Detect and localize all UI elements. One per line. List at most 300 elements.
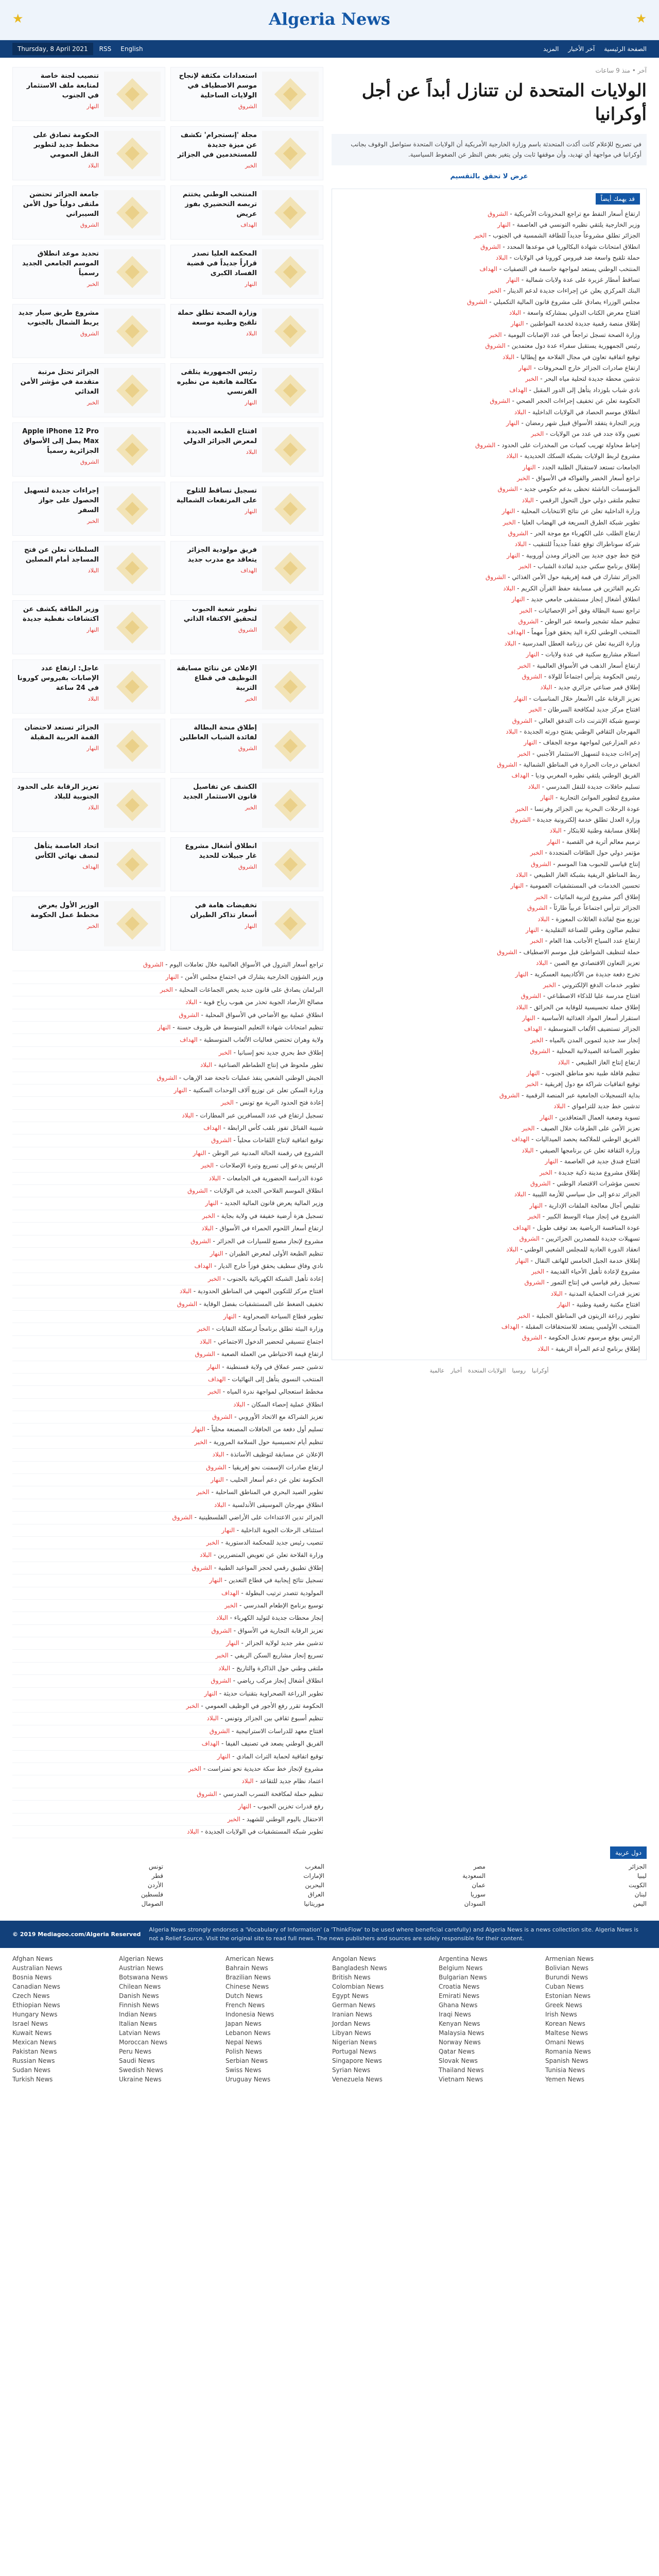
site-link[interactable]: Hungary News <box>12 2011 58 2019</box>
country-link[interactable]: الجزائر <box>629 1863 647 1871</box>
related-item[interactable]: تخرج دفعة جديدة من الأكاديمية العسكرية - النهار <box>515 970 640 978</box>
site-link[interactable]: Lebanon News <box>226 2029 271 2037</box>
side-news-item[interactable]: البرلمان يصادق على قانون جديد يخص الجماعات المحلية - الخبر <box>12 984 323 996</box>
site-link[interactable]: Syrian News <box>332 2066 371 2074</box>
related-item[interactable]: الجزائر تطلق مشروعاً جديداً للطاقة الشمسية في الجنوب - الخبر <box>474 232 640 240</box>
site-link[interactable]: Tunisia News <box>545 2066 585 2074</box>
related-item[interactable]: تنظيم ملتقى دولي حول التحول الرقمي - البلاد <box>522 496 640 504</box>
side-news-item[interactable]: استئناف الرحلات الجوية الداخلية - النهار <box>12 1524 323 1537</box>
country-link[interactable]: ليبيا <box>637 1872 647 1880</box>
side-news-item[interactable]: توسيع برنامج الإطعام المدرسي - الخبر <box>12 1600 323 1612</box>
side-news-item[interactable]: الجزائر تدين الاعتداءات على الأراضي الفلسطينية - الشروق <box>12 1512 323 1524</box>
site-link[interactable]: Croatia News <box>439 1983 480 1991</box>
site-link[interactable]: Israel News <box>12 2020 48 2028</box>
related-item[interactable]: إطلاق حملة تحسيسية للوقاية من الحرائق - البلاد <box>515 1003 640 1011</box>
news-card[interactable] <box>12 185 165 240</box>
news-card[interactable] <box>12 67 165 121</box>
related-item[interactable]: إنجاز سد جديد لتموين المدن بالمياه - الخبر <box>530 1036 640 1044</box>
related-item[interactable]: افتتاح معرض الكتاب الدولي بمشاركة واسعة - البلاد <box>509 309 640 317</box>
site-link[interactable]: Saudi News <box>119 2057 155 2065</box>
side-news-item[interactable]: تطوير الزراعة الصحراوية بتقنيات حديثة - النهار <box>12 1688 323 1700</box>
country-link[interactable]: السعودية <box>462 1872 485 1880</box>
site-link[interactable]: Sudan News <box>12 2066 51 2074</box>
country-link[interactable]: عمان <box>472 1882 485 1889</box>
related-item[interactable]: مجلس الوزراء يصادق على مشروع قانون المالية التكميلي - الشروق <box>466 298 640 306</box>
country-link[interactable]: السودان <box>464 1900 485 1908</box>
related-item[interactable]: حملة تلقيح واسعة ضد فيروس كورونا في الولايات - البلاد <box>495 254 640 262</box>
side-news-item[interactable]: إعادة تأهيل الشبكة الكهربائية بالجنوب - الخبر <box>12 1273 323 1285</box>
side-news-item[interactable]: الحكومة تقرر رفع الأجور في الوظيف العمومي - الخبر <box>12 1700 323 1713</box>
site-link[interactable]: Latvian News <box>119 2029 161 2037</box>
tag-link[interactable]: روسيا <box>512 1367 526 1375</box>
related-item[interactable]: تنظيم قافلة طبية نحو مناطق الجنوب - النهار <box>526 1070 640 1077</box>
side-news-item[interactable]: الفريق الوطني يصعد في تصنيف الفيفا - الهداف <box>12 1738 323 1750</box>
site-link[interactable]: Bulgarian News <box>439 1974 487 1981</box>
site-link[interactable]: Ghana News <box>439 2002 478 2009</box>
nav-latest[interactable]: آخر الأخبار <box>568 45 595 53</box>
site-link[interactable]: Slovak News <box>439 2057 478 2065</box>
site-link[interactable]: Romania News <box>545 2048 591 2056</box>
side-news-item[interactable]: تنصيب رئيس جديد للمحكمة الدستورية - الخبر <box>12 1537 323 1549</box>
side-news-item[interactable]: تراجع أسعار البترول في الأسواق العالمية خلال تعاملات اليوم - الشروق <box>12 959 323 971</box>
related-item[interactable]: تطوير الصناعة الصيدلانية المحلية - الشروق <box>530 1047 640 1055</box>
news-card[interactable] <box>12 600 165 654</box>
related-item[interactable]: تسليم حافلات جديدة للنقل المدرسي - البلاد <box>528 783 640 790</box>
site-link[interactable]: Iranian News <box>332 2011 372 2019</box>
related-item[interactable]: تطوير خدمات الدفع الإلكتروني - الخبر <box>543 981 640 989</box>
related-item[interactable]: المنتخب الأولمبي يستعد للاستحقاقات المقبلة - الهداف <box>501 1323 640 1331</box>
related-item[interactable]: وزارة الثقافة تعلن عن برنامجها الصيفي - البلاد <box>522 1146 640 1154</box>
related-item[interactable]: انعقاد الدورة العادية للمجلس الشعبي الوطني - البلاد <box>506 1246 640 1253</box>
side-news-item[interactable]: إنجاز محطات جديدة لتوليد الكهرباء - البلاد <box>12 1612 323 1624</box>
news-card[interactable] <box>12 778 165 832</box>
related-item[interactable]: ارتفاع عدد السياح الأجانب هذا العام - الخبر <box>530 937 640 945</box>
news-card[interactable] <box>170 719 323 773</box>
site-link[interactable]: Austrian News <box>119 1964 164 1972</box>
side-news-item[interactable]: ارتفاع أسعار اللحوم الحمراء في الأسواق - البلاد <box>12 1223 323 1235</box>
language-link[interactable]: English <box>120 45 143 53</box>
related-item[interactable]: افتتاح مركز جديد لمكافحة السرطان - الخبر <box>529 706 640 714</box>
site-link[interactable]: Greek News <box>545 2002 582 2009</box>
side-news-item[interactable]: تعزيز الرقابة التجارية في الأسواق - الشروق <box>12 1625 323 1637</box>
related-item[interactable]: تعزيز التعاون الاقتصادي مع الصين - البلاد <box>535 959 640 967</box>
site-link[interactable]: Irish News <box>545 2011 577 2019</box>
related-item[interactable]: ترميم معالم أثرية في القصبة - النهار <box>547 838 640 845</box>
news-card[interactable] <box>12 126 165 180</box>
related-item[interactable]: شركة سوناطراك توقع عقداً جديداً للتنقيب - البلاد <box>514 540 640 548</box>
related-item[interactable]: الشروع في إنجاز ميناء الوسط الكبير - الخبر <box>528 1213 640 1221</box>
read-more-link[interactable]: عرض لا تحقق بالتقسيم <box>450 172 528 180</box>
related-item[interactable]: توقيع اتفاقية تعاون في مجال الفلاحة مع إيطاليا - البلاد <box>502 353 640 361</box>
related-item[interactable]: توزيع منح لفائدة العائلات المعوزة - البلاد <box>537 915 640 923</box>
side-news-item[interactable]: افتتاح مركز للتكوين المهني في المناطق الحدودية - البلاد <box>12 1285 323 1298</box>
side-news-item[interactable]: الاحتفال باليوم الوطني للشهيد - الخبر <box>12 1814 323 1826</box>
related-item[interactable]: تراجع نسبة البطالة وفق آخر الإحصائيات - الخبر <box>519 606 640 614</box>
related-item[interactable]: إطلاق مشروع مدينة ذكية جديدة - الخبر <box>539 1168 640 1176</box>
site-link[interactable]: Cuban News <box>545 1983 584 1991</box>
country-link[interactable]: الصومال <box>141 1900 163 1908</box>
country-link[interactable]: الأردن <box>147 1882 163 1889</box>
site-link[interactable]: Japan News <box>226 2020 262 2028</box>
site-link[interactable]: Armenian News <box>545 1955 594 1963</box>
news-card[interactable] <box>170 837 323 891</box>
related-item[interactable]: إطلاق أكبر مشروع لتربية المائيات - الخبر <box>534 893 640 901</box>
tag-link[interactable]: عالمية <box>429 1367 445 1375</box>
related-item[interactable]: البنك المركزي يعلن عن إجراءات جديدة لدعم الدينار - الخبر <box>488 287 640 295</box>
related-item[interactable]: إطلاق برنامج لدعم المرأة الريفية - البلاد <box>537 1345 640 1352</box>
nav-home[interactable]: الصفحة الرئيسية <box>604 45 647 53</box>
related-item[interactable]: انطلاق موسم الحصاد في الولايات الداخلية - البلاد <box>514 408 640 416</box>
side-news-item[interactable]: وزارة السكن تعلن عن توزيع آلاف الوحدات السكنية - النهار <box>12 1084 323 1097</box>
site-link[interactable]: Omani News <box>545 2039 584 2046</box>
related-item[interactable]: عودة الرحلات البحرية بين الجزائر وفرنسا - الخبر <box>515 805 640 812</box>
side-news-item[interactable]: انطلاق الموسم الفلاحي الجديد في الولايات - الشروق <box>12 1185 323 1197</box>
related-item[interactable]: المنتخب الوطني لكرة اليد يحقق فوزاً مهماً - الهداف <box>507 629 640 636</box>
site-link[interactable]: French News <box>226 2002 265 2009</box>
site-link[interactable]: Korean News <box>545 2020 585 2028</box>
site-link[interactable]: Egypt News <box>332 1992 369 2000</box>
related-item[interactable]: إطلاق منصة رقمية جديدة لخدمة المواطنين - النهار <box>511 320 640 328</box>
related-item[interactable]: بداية التسجيلات الجامعية عبر المنصة الرقمية - الشروق <box>499 1091 640 1099</box>
side-news-item[interactable]: وزير المالية يعرض قانون المالية الجديد - النهار <box>12 1197 323 1210</box>
site-link[interactable]: Russian News <box>12 2057 55 2065</box>
site-link[interactable]: Maltese News <box>545 2029 588 2037</box>
side-news-item[interactable]: تسجيل هزة أرضية خفيفة في ولاية بجاية - الخبر <box>12 1210 323 1223</box>
related-item[interactable]: تطوير زراعة الزيتون في المناطق الجبلية - الخبر <box>517 1312 640 1319</box>
site-link[interactable]: Czech News <box>12 1992 50 2000</box>
country-link[interactable]: سوريا <box>470 1891 485 1899</box>
site-link[interactable]: Chinese News <box>226 1983 269 1991</box>
country-link[interactable]: قطر <box>151 1872 163 1880</box>
side-news-item[interactable]: تنظيم الطبعة الأولى لمعرض الطيران - النهار <box>12 1248 323 1260</box>
side-news-item[interactable]: تدشين مقر جديد لولاية الجزائر - النهار <box>12 1637 323 1650</box>
side-news-item[interactable]: الحكومة تعلن عن دعم أسعار الحليب - النهار <box>12 1474 323 1486</box>
tag-link[interactable]: أوكرانيا <box>532 1367 549 1375</box>
side-news-item[interactable]: تطوير شبكة المستشفيات في الولايات الجديدة - البلاد <box>12 1826 323 1838</box>
site-link[interactable]: Finnish News <box>119 2002 160 2009</box>
related-item[interactable]: وزير الخارجية يلتقي نظيره التونسي في العاصمة - النهار <box>497 221 640 228</box>
related-item[interactable]: تنظيم صالون وطني للصناعة التقليدية - النهار <box>526 926 640 934</box>
side-news-item[interactable]: تعزيز الشراكة مع الاتحاد الأوروبي - الشروق <box>12 1411 323 1423</box>
side-news-item[interactable]: وزير الشؤون الخارجية يشارك في اجتماع مجلس الأمن - النهار <box>12 971 323 984</box>
related-item[interactable]: إطلاق قمر صناعي جزائري جديد - البلاد <box>540 684 640 691</box>
site-link[interactable]: Venezuela News <box>332 2076 383 2083</box>
related-item[interactable]: ارتفاع أسعار الذهب في الأسواق العالمية - الخبر <box>517 662 640 669</box>
site-link[interactable]: Qatar News <box>439 2048 475 2056</box>
related-item[interactable]: ارتفاع الطلب على الكهرباء مع موجة الحر - الشروق <box>508 529 640 537</box>
site-link[interactable]: Dutch News <box>226 1992 263 2000</box>
related-item[interactable]: ارتفاع إنتاج الغاز الطبيعي - البلاد <box>558 1058 640 1066</box>
side-news-item[interactable]: تطوير قطاع السياحة الصحراوية - النهار <box>12 1311 323 1323</box>
side-news-item[interactable]: اعتماد نظام جديد للتقاعد - البلاد <box>12 1775 323 1788</box>
side-news-item[interactable]: توقيع اتفاقية لإنتاج اللقاحات محلياً - الشروق <box>12 1134 323 1147</box>
related-item[interactable]: تقليص آجال معالجة الملفات الإدارية - النهار <box>529 1201 640 1209</box>
news-card[interactable] <box>12 896 165 951</box>
site-link[interactable]: Polish News <box>226 2048 262 2056</box>
related-item[interactable]: افتتاح مكتبة رقمية وطنية - النهار <box>557 1301 640 1309</box>
related-item[interactable]: تسهيلات جديدة للمصدرين الجزائريين - الشروق <box>519 1234 640 1242</box>
related-item[interactable]: رئيس الجمهورية يستقبل سفراء عدة دول معتمدين - الشروق <box>485 342 640 350</box>
side-news-item[interactable]: إطلاق تطبيق رقمي لحجز المواعيد الطبية - الشروق <box>12 1562 323 1574</box>
site-link[interactable]: Afghan News <box>12 1955 53 1963</box>
related-item[interactable]: حملة لتنظيف الشواطئ قبل موسم الاصطياف - الشروق <box>497 948 640 956</box>
side-news-item[interactable]: افتتاح معهد للدراسات الاستراتيجية - الشروق <box>12 1725 323 1738</box>
related-item[interactable]: إجراءات جديدة لتسهيل الاستثمار الأجنبي - الخبر <box>517 750 640 757</box>
country-link[interactable]: لبنان <box>634 1891 647 1899</box>
side-news-item[interactable]: تطوير الصيد البحري في المناطق الساحلية - الخبر <box>12 1486 323 1499</box>
country-link[interactable]: اليمن <box>633 1900 647 1908</box>
country-link[interactable]: مصر <box>473 1863 485 1871</box>
related-item[interactable]: وزارة العدل تطلق خدمة إلكترونية جديدة - الشروق <box>510 816 640 824</box>
side-news-item[interactable]: الشروع في رقمنة الحالة المدنية عبر الوطن - النهار <box>12 1147 323 1160</box>
related-item[interactable]: مشروع لتطوير الموانئ التجارية - النهار <box>540 794 640 802</box>
related-item[interactable]: المهرجان الثقافي الوطني يفتتح دورته الجديدة - البلاد <box>506 727 640 735</box>
related-item[interactable]: تراجع أسعار الخضر والفواكه في الأسواق - الخبر <box>517 474 640 482</box>
country-link[interactable]: تونس <box>148 1863 163 1871</box>
related-item[interactable]: نادي شباب بلوزداد يتأهل إلى الدور المقبل - الهداف <box>509 386 640 394</box>
side-news-item[interactable]: عودة الدراسة الحضورية في الجامعات - البلاد <box>12 1173 323 1185</box>
site-link[interactable]: Argentina News <box>439 1955 488 1963</box>
site-link[interactable]: Chilean News <box>119 1983 161 1991</box>
related-item[interactable]: وزير التجارة يتفقد الأسواق قبيل شهر رمضان - النهار <box>506 419 640 427</box>
news-card[interactable] <box>12 837 165 891</box>
related-item[interactable]: الجامعات تستعد لاستقبال الطلبة الجدد - النهار <box>523 463 640 471</box>
site-link[interactable]: Kuwait News <box>12 2029 52 2037</box>
site-link[interactable]: Swedish News <box>119 2066 163 2074</box>
side-news-item[interactable]: ارتفاع قيمة الاحتياطي من العملة الصعبة - الشروق <box>12 1348 323 1361</box>
related-item[interactable]: الجزائر تشارك في قمة إفريقية حول الأمن الغذائي - الشروق <box>485 573 640 581</box>
site-link[interactable]: Bahrain News <box>226 1964 268 1972</box>
side-news-item[interactable]: تنظيم أسبوع ثقافي بين الجزائر وتونس - البلاد <box>12 1713 323 1725</box>
side-news-item[interactable]: اجتماع تنسيقي لتحضير الدخول الاجتماعي - البلاد <box>12 1336 323 1348</box>
related-item[interactable]: تدشين خط جديد للترامواي - البلاد <box>553 1103 640 1110</box>
news-card[interactable] <box>12 245 165 299</box>
country-link[interactable]: موريتانيا <box>304 1900 324 1908</box>
site-link[interactable]: Estonian News <box>545 1992 591 2000</box>
related-item[interactable]: إحباط محاولة تهريب كميات من المخدرات على الحدود - الشروق <box>475 441 640 449</box>
related-item[interactable]: انخفاض درجات الحرارة في المناطق الشمالية - الشروق <box>497 761 640 769</box>
side-news-item[interactable]: تنظيم أيام تحسيسية حول السلامة المرورية - الخبر <box>12 1436 323 1449</box>
site-link[interactable]: American News <box>226 1955 274 1963</box>
side-news-item[interactable]: ارتفاع صادرات الإسمنت نحو إفريقيا - الشروق <box>12 1462 323 1474</box>
news-card[interactable] <box>12 363 165 417</box>
side-news-item[interactable]: تطور ملحوظ في إنتاج الطماطم الصناعية - البلاد <box>12 1059 323 1072</box>
side-news-item[interactable]: الرئيس يدعو إلى تسريع وتيرة الإصلاحات - الخبر <box>12 1160 323 1172</box>
tag-link[interactable]: أخبار <box>450 1367 462 1375</box>
site-link[interactable]: Yemen News <box>545 2076 585 2083</box>
site-link[interactable]: Australian News <box>12 1964 62 1972</box>
related-item[interactable]: وزارة التربية تعلن عن رزنامة العطل المدرسية - البلاد <box>504 639 640 647</box>
news-card[interactable] <box>12 659 165 714</box>
side-news-item[interactable]: توقيع اتفاقية لحماية التراث المادي - النهار <box>12 1751 323 1763</box>
related-item[interactable]: وزارة الداخلية تعلن عن نتائج الانتخابات المحلية - النهار <box>501 507 640 515</box>
news-card[interactable] <box>170 245 323 299</box>
news-card[interactable] <box>170 363 323 417</box>
related-item[interactable]: افتتاح مدرسة عليا للذكاء الاصطناعي - الشروق <box>521 992 640 1000</box>
tag-link[interactable]: الولايات المتحدة <box>468 1367 506 1375</box>
related-item[interactable]: الحكومة تعلن عن تخفيف إجراءات الحجر الصحي - الشروق <box>490 397 640 405</box>
related-item[interactable]: انطلاق أشغال إنجاز مستشفى جامعي جديد - النهار <box>511 596 640 603</box>
side-news-item[interactable]: رفع قدرات تخزين الحبوب - النهار <box>12 1801 323 1813</box>
site-link[interactable]: Indian News <box>119 2011 157 2019</box>
related-item[interactable]: تعزيز الرقابة على الأسعار خلال المناسبات - النهار <box>514 694 640 702</box>
side-news-item[interactable]: تسليم أول دفعة من الحافلات المصنعة محلياً - النهار <box>12 1423 323 1436</box>
related-item[interactable]: إطلاق مسابقة وطنية للابتكار - البلاد <box>549 827 640 835</box>
site-link[interactable]: Colombian News <box>332 1983 384 1991</box>
site-link[interactable]: Canadian News <box>12 1983 60 1991</box>
news-card[interactable] <box>170 126 323 180</box>
site-link[interactable]: Angolan News <box>332 1955 376 1963</box>
side-news-item[interactable]: ملتقى وطني حول الذاكرة والتاريخ - البلاد <box>12 1663 323 1675</box>
related-item[interactable]: المؤسسات الناشئة تحظى بدعم حكومي جديد - الشروق <box>497 485 640 493</box>
related-item[interactable]: الجزائر تدعو إلى حل سياسي للأزمة الليبية - البلاد <box>514 1191 640 1198</box>
side-news-item[interactable]: وزارة الفلاحة تعلن عن تعويض المتضررين - البلاد <box>12 1549 323 1562</box>
news-card[interactable] <box>170 67 323 121</box>
related-item[interactable]: مشروع لربط الولايات بشبكة السكك الحديدية - البلاد <box>506 452 640 460</box>
related-item[interactable]: إطلاق خدمة الجيل الخامس للهاتف النقال - النهار <box>515 1257 640 1264</box>
site-logo[interactable] <box>0 9 659 29</box>
side-news-item[interactable]: الجيش الوطني الشعبي ينفذ عمليات ناجحة ضد الإرهاب - الشروق <box>12 1072 323 1084</box>
side-news-item[interactable]: تدشين جسر عملاق في ولاية قسنطينة - النهار <box>12 1361 323 1374</box>
news-card[interactable] <box>170 896 323 951</box>
site-link[interactable]: Ethiopian News <box>12 2002 60 2009</box>
site-link[interactable]: Singapore News <box>332 2057 382 2065</box>
site-link[interactable]: German News <box>332 2002 376 2009</box>
site-link[interactable]: Norway News <box>439 2039 481 2046</box>
side-news-item[interactable]: ولاية وهران تحتضن فعاليات الألعاب المتوسطية - الهداف <box>12 1034 323 1046</box>
related-item[interactable]: توسيع شبكة الإنترنت ذات التدفق العالي - الشروق <box>512 717 640 724</box>
related-item[interactable]: تحسين الخدمات في المستشفيات العمومية - النهار <box>510 882 640 890</box>
related-item[interactable]: تسوية وضعية العمال المتعاقدين - النهار <box>540 1113 640 1121</box>
side-news-item[interactable]: انطلاق عملية إحصاء السكان - البلاد <box>12 1399 323 1411</box>
related-item[interactable]: تعزيز قدرات الحماية المدنية - البلاد <box>550 1290 640 1297</box>
site-link[interactable]: Jordan News <box>332 2020 371 2028</box>
related-item[interactable]: ربط المناطق الريفية بشبكة الغاز الطبيعي - البلاد <box>515 871 640 878</box>
side-news-item[interactable]: شبيبة القبائل تفوز بلقب كأس الرابطة - الهداف <box>12 1122 323 1134</box>
country-link[interactable]: الكويت <box>629 1882 647 1889</box>
related-item[interactable]: ارتفاع أسعار النفط مع تراجع المخزونات الأمريكية - الشروق <box>488 210 640 217</box>
side-news-item[interactable]: تسجيل ارتفاع في عدد المسافرين عبر المطارات - البلاد <box>12 1110 323 1122</box>
related-item[interactable]: تسجيل رقم قياسي في إنتاج التمور - الشروق <box>524 1279 640 1286</box>
site-link[interactable]: Peru News <box>119 2048 151 2056</box>
related-item[interactable]: وزارة الصحة تسجل تراجعاً في عدد الإصابات اليومية - الخبر <box>489 331 640 338</box>
related-item[interactable]: توقيع اتفاقيات شراكة مع دول إفريقية - الخبر <box>525 1080 640 1088</box>
country-link[interactable]: البحرين <box>305 1882 324 1889</box>
side-news-item[interactable]: تسريع إنجاز مشاريع السكن الريفي - الخبر <box>12 1650 323 1662</box>
side-news-item[interactable]: تسجيل نتائج إيجابية في قطاع التعدين - النهار <box>12 1574 323 1587</box>
news-card[interactable] <box>12 541 165 595</box>
site-link[interactable]: Portugal News <box>332 2048 376 2056</box>
related-item[interactable]: تكريم الفائزين في مسابقة حفظ القرآن الكريم - البلاد <box>503 584 640 592</box>
related-item[interactable]: الرئيس يوقع مرسوم تعديل الحكومة - الشروق <box>522 1334 640 1342</box>
site-link[interactable]: Botswana News <box>119 1974 168 1981</box>
rss-link[interactable]: RSS <box>99 45 112 53</box>
site-link[interactable]: Mexican News <box>12 2039 57 2046</box>
related-item[interactable]: تحسن مؤشرات الاقتصاد الوطني - الشروق <box>530 1179 640 1187</box>
site-link[interactable]: Uruguay News <box>226 2076 271 2083</box>
side-news-item[interactable]: انطلاق مهرجان الموسيقى الأندلسية - البلاد <box>12 1499 323 1512</box>
side-news-item[interactable]: الإعلان عن مسابقة لتوظيف الأساتذة - البلاد <box>12 1449 323 1461</box>
site-link[interactable]: Iraqi News <box>439 2011 472 2019</box>
related-item[interactable]: افتتاح فندق جديد في العاصمة - النهار <box>545 1158 640 1165</box>
related-item[interactable]: الجزائر تستضيف الألعاب المتوسطية - الهداف <box>524 1025 640 1033</box>
side-news-item[interactable]: تنظيم امتحانات شهادة التعليم المتوسط في ظروف حسنة - النهار <box>12 1022 323 1034</box>
site-link[interactable]: Ukraine News <box>119 2076 162 2083</box>
side-news-item[interactable]: وزارة البيئة تطلق برنامجاً لرسكلة النفايات - الخبر <box>12 1323 323 1335</box>
side-news-item[interactable]: إعادة فتح الحدود البرية مع تونس - الخبر <box>12 1097 323 1109</box>
related-item[interactable]: دعم المزارعين لمواجهة موجة الجفاف - النهار <box>524 739 640 747</box>
related-item[interactable]: تعيين ولاة جدد في عدد من الولايات - الخبر <box>531 430 640 438</box>
site-link[interactable]: Moroccan News <box>119 2039 168 2046</box>
related-item[interactable]: فتح خط جوي جديد بين الجزائر ومدن أوروبية - النهار <box>507 551 640 559</box>
news-card[interactable] <box>12 719 165 773</box>
side-news-item[interactable]: المولودية تتصدر ترتيب البطولة - الهداف <box>12 1587 323 1600</box>
related-item[interactable]: تعزيز الأمن على الطرقات خلال الصيف - الخبر <box>522 1124 640 1132</box>
related-item[interactable]: رئيس الحكومة يترأس اجتماعاً للولاة - الشروق <box>522 672 640 680</box>
news-card[interactable] <box>170 659 323 714</box>
related-item[interactable]: استلام مشاريع سكنية في عدة ولايات - النهار <box>526 651 640 658</box>
related-item[interactable]: تنظيم حملة تشجير واسعة عبر الوطن - الشروق <box>518 618 640 625</box>
site-link[interactable]: Nepal News <box>226 2039 262 2046</box>
related-item[interactable]: تساقط أمطار غزيرة على عدة ولايات شمالية - النهار <box>506 276 640 283</box>
site-link[interactable]: Italian News <box>119 2020 157 2028</box>
news-card[interactable] <box>170 600 323 654</box>
site-link[interactable]: Spanish News <box>545 2057 588 2065</box>
site-link[interactable]: Brazilian News <box>226 1974 271 1981</box>
side-news-item[interactable]: المنتخب النسوي يتأهل إلى النهائيات - الهداف <box>12 1374 323 1386</box>
site-link[interactable]: Algerian News <box>119 1955 164 1963</box>
country-link[interactable]: فلسطين <box>141 1891 163 1899</box>
site-link[interactable]: British News <box>332 1974 371 1981</box>
site-link[interactable]: Emirati News <box>439 1992 480 2000</box>
news-card[interactable] <box>12 422 165 477</box>
related-item[interactable]: الفريق الوطني للملاكمة يحصد الميداليات - الهداف <box>511 1136 640 1143</box>
news-card[interactable] <box>170 541 323 595</box>
site-link[interactable]: Burundi News <box>545 1974 588 1981</box>
site-link[interactable]: Vietnam News <box>439 2076 483 2083</box>
site-link[interactable]: Belgium News <box>439 1964 483 1972</box>
side-news-item[interactable]: تخفيف الضغط على المستشفيات بفضل الوقاية - الشروق <box>12 1298 323 1311</box>
side-news-item[interactable]: نادي وفاق سطيف يحقق فوزاً خارج الديار - الهداف <box>12 1260 323 1273</box>
news-card[interactable] <box>170 482 323 536</box>
side-news-item[interactable]: مشروع لإنجاز مصنع للسيارات في الجزائر - الشروق <box>12 1235 323 1248</box>
related-item[interactable]: المنتخب الوطني يستعد لمواجهة حاسمة في التصفيات - الهداف <box>479 265 640 273</box>
site-link[interactable]: Nigerian News <box>332 2039 377 2046</box>
site-link[interactable]: Bangladesh News <box>332 1964 387 1972</box>
related-item[interactable]: استقرار أسعار المواد الغذائية الأساسية - النهار <box>522 1014 640 1022</box>
side-news-item[interactable]: تنظيم حملة لمكافحة التسرب المدرسي - الشروق <box>12 1788 323 1801</box>
site-link[interactable]: Malaysia News <box>439 2029 484 2037</box>
side-news-item[interactable]: إطلاق خط بحري جديد نحو إسبانيا - الخبر <box>12 1047 323 1059</box>
site-link[interactable]: Swiss News <box>226 2066 262 2074</box>
related-item[interactable]: عودة المنافسة الرياضية بعد توقف طويل - الهداف <box>513 1224 640 1231</box>
news-card[interactable] <box>170 778 323 832</box>
related-item[interactable]: إنتاج قياسي للحبوب هذا الموسم - الشروق <box>530 860 640 868</box>
news-card[interactable] <box>170 185 323 240</box>
related-item[interactable]: الفريق الوطني يلتقي نظيره المغربي وديا - الهداف <box>511 772 640 779</box>
side-news-item[interactable]: انطلاق أشغال إنجاز مركب رياضي - الشروق <box>12 1675 323 1687</box>
news-card[interactable] <box>170 304 323 358</box>
site-link[interactable]: Bolivian News <box>545 1964 588 1972</box>
related-item[interactable]: إطلاق برنامج سكني جديد لفائدة الشباب - الخبر <box>518 563 640 570</box>
related-item[interactable]: مشروع لإعادة تأهيل الأحياء القديمة - الخبر <box>531 1268 640 1276</box>
site-link[interactable]: Turkish News <box>12 2076 53 2083</box>
country-link[interactable]: الإمارات <box>303 1872 324 1880</box>
site-link[interactable]: Indonesia News <box>226 2011 274 2019</box>
site-link[interactable]: Thailand News <box>439 2066 484 2074</box>
news-card[interactable] <box>170 422 323 477</box>
site-link[interactable]: Kenyan News <box>439 2020 480 2028</box>
